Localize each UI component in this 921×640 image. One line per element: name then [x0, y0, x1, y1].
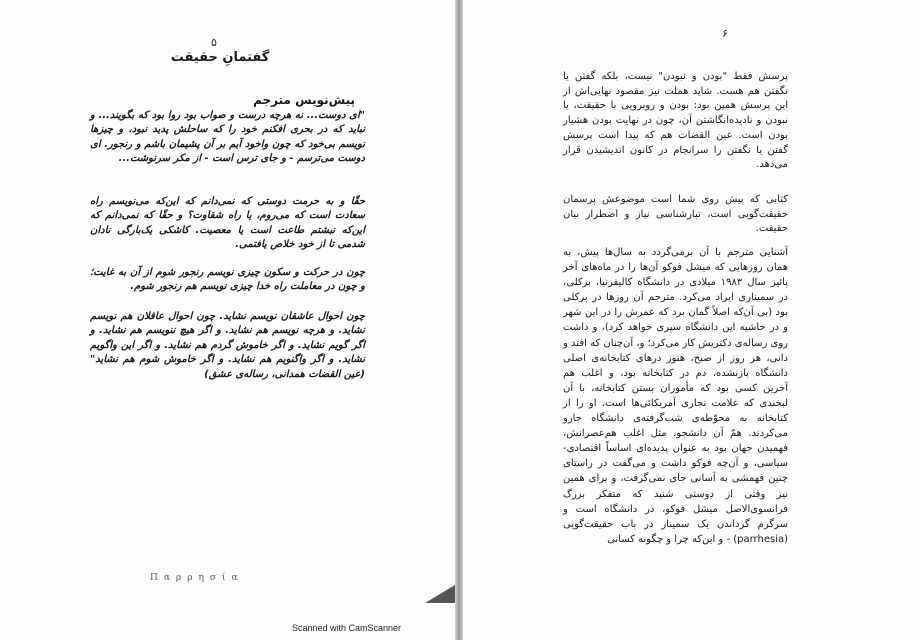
body-paragraph: آشنایی مترجم با آن برمی‌گردد به سال‌ها پیش، به همان روزهایی که میشل فوکو آن‌ها را در ماه‌های آخر پائیز سال ۱۹۸۳ میلادی در دانشگاه کالیفرنیا، برکلی، در سمیناری ایراد می‌کرد. مترجم آن روزها در برکلی بود (بی آن‌که اصلاً گمان برد که عمرش را در این شهر و در حاشیه این دانشگاه سپری خواهد کرد)، و داشت روی رساله‌ی دکتریش کار می‌کرد؛ و، آن‌چنان که افتد و دانی، هر روز از صبح، هنوز درهای کتابخانه‌ی اصلی دانشگاه بازنشده، دم در کتابخانه بود، و اغلب هم آخرین کسی بود که مأموران بستن کتابخانه، با آن لبخندی که علامت تجاری آمریکائی‌ها است، او را از کتابخانه به محوّطه‌ی شب‌گرفته‌ی دانشگاه جارو می‌کردند. همّ آن دانشجو، مثل اغلب هم‌عصرانش، فهمیدن جهان بود به عنوان پدیده‌ای اساساً اقتصادی-سیاسی، و آن‌چه فوکو داشت و می‌گفت در راستای چنین فهمشی به آسانی جای نمی‌گرفت، و برای همین نیز وقتی از دوستی شنید که متفکر بزرگ فرانسوی‌الاصل میشل فوکو، در دانشگاه است و سرگرم گرداندن یک سمینار در باب حقیقت‌گویی (parrhesia) - و این‌که چرا و چگونه کسانی	[563, 247, 788, 545]
running-foot: Παρρησία	[150, 573, 244, 583]
scanner-credit: Scanned with CamScanner	[292, 623, 402, 633]
book-gutter	[455, 0, 463, 640]
body-paragraph: کتابی که پیش روی شما است موضوعش پرسمان حقیقت‌گویی است، تبارشناسی نیاز و اضطرار بیان حقیقت.	[563, 194, 788, 235]
chapter-title: گفتمانِ حقیقت	[170, 50, 270, 65]
body-paragraph: پرسش فقط "بودن و نبودن" نیست، بلکه گفتن یا نگفتن هم هست. شاید هملت نیز مقصود نهایی‌اش از این پرسش همین بود: بودن و روبرویی با حقیقت، یا نبودن و نادیده‌انگاشتن آن، چون در نهایت بودن هشیار بودن است. عین القضات هم که پیدا است پرسش گفتن یا نگفتن را سرانجام در کانون اندیشیدن قرار می‌دهد.	[563, 71, 788, 171]
page-curl-icon	[425, 585, 455, 603]
left-page	[0, 0, 455, 640]
epigraph-paragraph: "ای دوست... نه هرچه درست و صواب بود روا بود که بگویند... و نباید که در بحری افکنم خود را که ساحلش پدید نبود، و چیزها نویسم بی‌خود که چون واخود آیم بر آن پشیمان باشم و رنجور. ای دوست می‌ترسم - و جای ترس است - از مکر سرنوشت...	[90, 110, 365, 165]
epigraph-paragraph: چون در حرکت و سکون چیزی نویسم رنجور شوم از آن به غایت؛ و چون در معاملت راه خدا چیزی نویسم هم رنجور شوم.	[90, 267, 365, 293]
epigraph-paragraph: چون احوال عاشقان نویسم نشاید. چون احوال عاقلان هم نویسم نشاید. و هرچه نویسم هم نشاید. و اگر هیچ ننویسم هم نشاید. و اگر گویم نشاید. و اگر خاموش گردم هم نشاید. و اگر این واگویم نشاید. و اگر واگنویم هم نشاید. و اگر خاموش شوم هم نشاید" (عین القضات همدانی، رساله‌ی عشق)	[90, 311, 365, 380]
right-page-number: ۶	[722, 27, 728, 40]
section-heading: پیش‌نویس مترجم	[253, 93, 355, 107]
epigraph-paragraph: حقّا و به حرمت دوستی که نمی‌دانم که این‌که می‌نویسم راه سعادت است که می‌روم، یا راه شقاوت؟ و حقّا که نمی‌دانم که این‌که نبشتم طاعت است یا معصیت. کاشکی یک‌بارگی نادان شدمی تا از خود خلاص یافتمی.	[90, 196, 365, 251]
left-page-number: ۵	[211, 36, 217, 49]
